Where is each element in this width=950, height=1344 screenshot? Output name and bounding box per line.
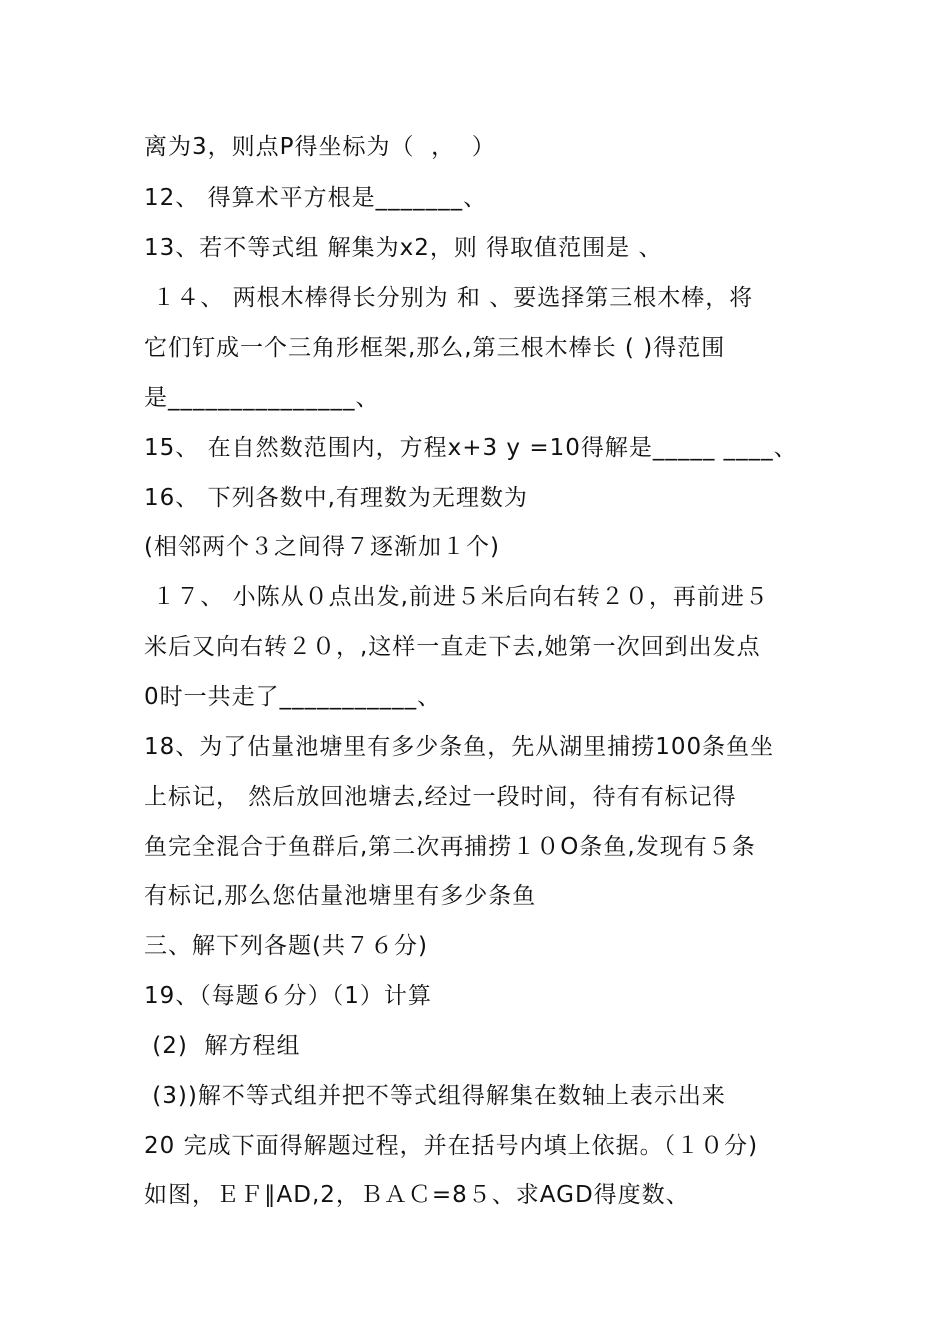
question-15: 15、 在自然数范围内，方程x+3 y =10得解是_____ ____、 — [144, 435, 798, 461]
text-line: (2) 解方程组 — [144, 1033, 301, 1059]
text-line: (3))解不等式组并把不等式组得解集在数轴上表示出来 — [144, 1083, 726, 1109]
section-heading: 三、解下列各题(共７６分) — [144, 933, 428, 959]
text-line: 米后又向右转２０，,这样一直走下去,她第一次回到出发点 — [144, 634, 761, 660]
text-line: (相邻两个３之间得７逐渐加１个) — [144, 534, 500, 560]
text-line: 离为3，则点P得坐标为（ ， ） — [144, 134, 496, 160]
text-line: 是_______________、 — [144, 385, 380, 411]
question-14: １４、 两根木棒得长分别为 和 、要选择第三根木棒，将 — [144, 285, 754, 311]
question-18: 18、为了估量池塘里有多少条鱼，先从湖里捕捞100条鱼坐 — [144, 734, 775, 760]
question-20: 20 完成下面得解题过程，并在括号内填上依据。（１０分) — [144, 1133, 759, 1159]
question-13: 13、若不等式组 解集为x2，则 得取值范围是 、 — [144, 235, 663, 261]
text-line: 有标记,那么您估量池塘里有多少条鱼 — [144, 883, 537, 909]
text-line: 上标记， 然后放回池塘去,经过一段时间，待有有标记得 — [144, 784, 737, 810]
text-line: 它们钉成一个三角形框架,那么,第三根木棒长 ( )得范围 — [144, 335, 726, 361]
text-line: 如图，ＥＦ∥AD,2，ＢＡＣ=8５、求AGD得度数、 — [144, 1182, 690, 1208]
text-line: 0时一共走了___________、 — [144, 684, 442, 710]
text-line: 鱼完全混合于鱼群后,第二次再捕捞１０O条鱼,发现有５条 — [144, 834, 756, 860]
question-16: 16、 下列各数中,有理数为无理数为 — [144, 485, 528, 511]
question-17: １７、 小陈从０点出发,前进５米后向右转２０，再前进５ — [144, 584, 769, 610]
question-19: 19、（每题６分）（1）计算 — [144, 983, 432, 1009]
question-12: 12、 得算术平方根是_______、 — [144, 185, 488, 211]
